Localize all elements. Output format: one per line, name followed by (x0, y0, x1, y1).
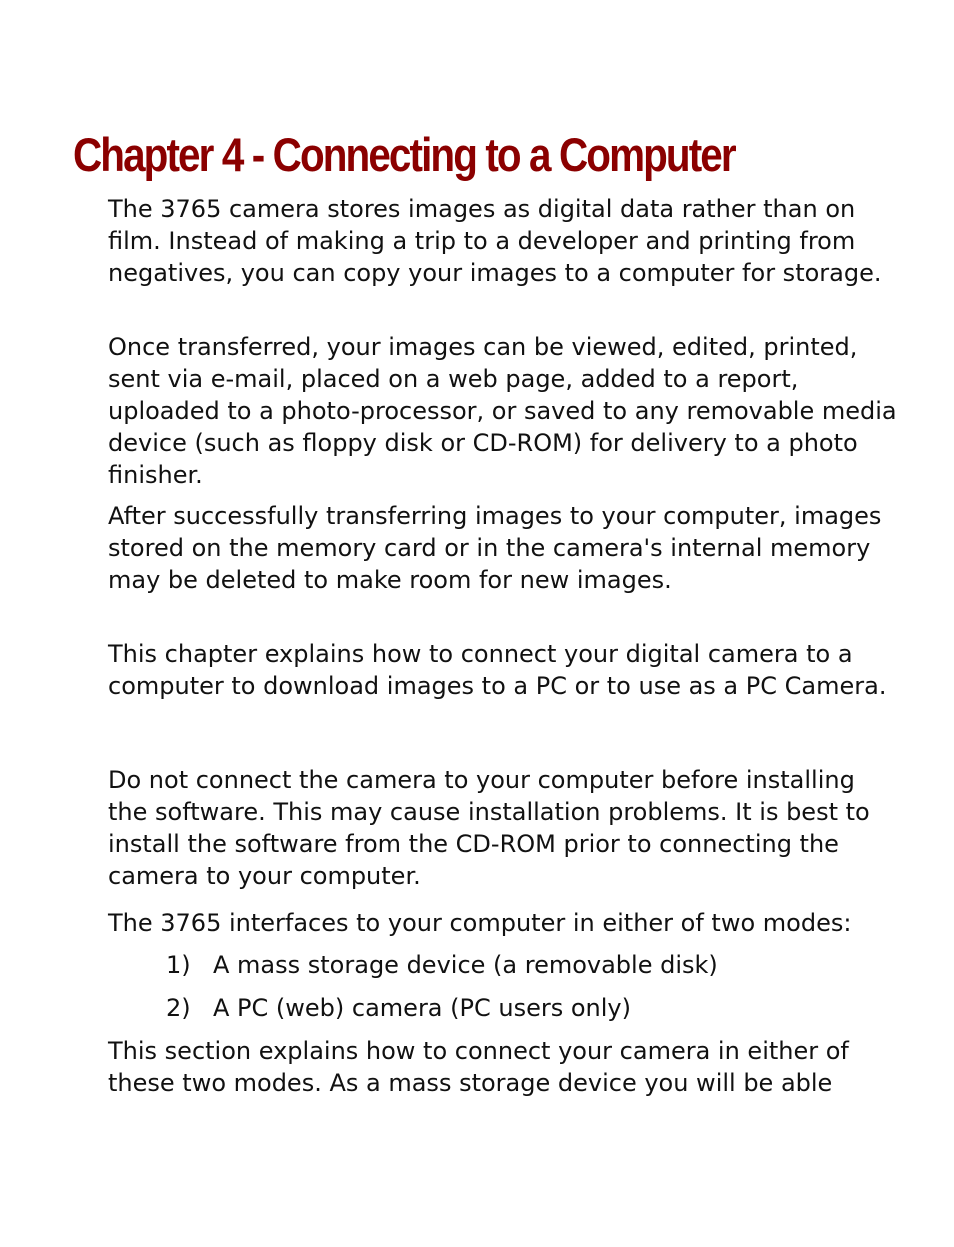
paragraph-uses: Once transferred, your images can be viewed, edited, printed, sent via e-mail, placed on a web page, added to a report, uploaded to a photo-processor, or saved to any removable media device (such as floppy disk or CD-ROM) for delivery to a photo finisher. (108, 333, 897, 489)
list-item-mass-storage (166, 949, 718, 981)
list-item-number: 1) (166, 951, 191, 979)
paragraph-modes-intro: The 3765 interfaces to your computer in either of two modes: (108, 909, 852, 937)
paragraph-chapter-overview: This chapter explains how to connect your digital camera to a computer to download images to a PC or to use as a PC Camera. (108, 640, 887, 700)
paragraph-section-overview: This section explains how to connect your camera in either of these two modes. As a mass storage device you will be able (108, 1037, 849, 1097)
list-item-text: A mass storage device (a removable disk) (213, 951, 718, 979)
paragraph-warning: Do not connect the camera to your computer before installing the software. This may cause installation problems. It is best to install the software from the CD-ROM prior to connecting the camera to your computer. (108, 766, 870, 890)
list-item-number: 2) (166, 994, 191, 1022)
paragraph-intro: The 3765 camera stores images as digital data rather than on film. Instead of making a trip to a developer and printing from negatives, you can copy your images to a computer for storage. (108, 195, 882, 287)
chapter-title: Chapter 4 - Connecting to a Computer (73, 128, 735, 181)
paragraph-deletion: After successfully transferring images to your computer, images stored on the memory card or in the camera's internal memory may be deleted to make room for new images. (108, 502, 882, 594)
list-item-pc-camera (166, 992, 631, 1024)
list-item-text: A PC (web) camera (PC users only) (213, 994, 631, 1022)
